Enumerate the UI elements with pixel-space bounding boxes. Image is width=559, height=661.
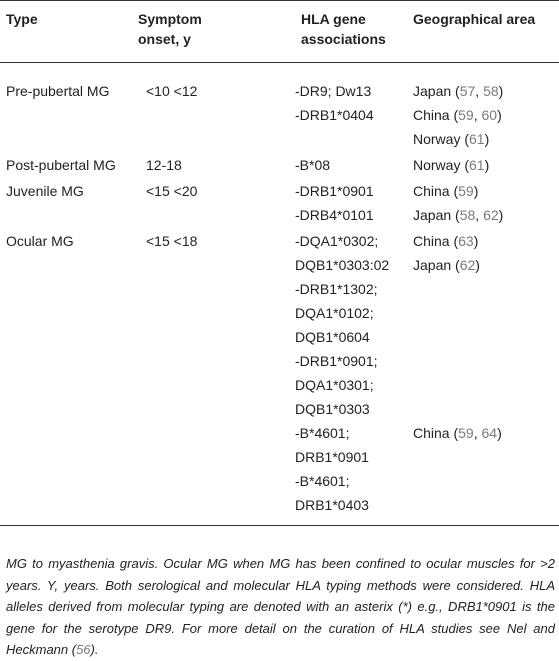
geo-entry: Norway (61) [413, 131, 490, 147]
reference-link[interactable]: 64 [481, 425, 498, 441]
hla-allele: DRB1*0403 [295, 497, 369, 513]
table-row [0, 227, 559, 526]
geo-entry [413, 301, 559, 325]
header-geographical-area: Geographical area [413, 1, 559, 63]
geo-entry: Japan (62) [413, 257, 480, 273]
cell-geographical-area [413, 227, 559, 526]
reference-link[interactable]: 59 [458, 183, 474, 199]
hla-allele: -DRB1*0901 [295, 183, 374, 199]
geo-entry [413, 373, 559, 397]
hla-allele: -DRB1*0901; [295, 353, 378, 369]
table-footnote [6, 553, 555, 661]
table-row [0, 177, 559, 227]
header-hla-gene-associations: HLA gene associations [295, 1, 413, 63]
onset-value: <15 <18 [146, 233, 198, 249]
hla-allele: -DRB1*0404 [295, 107, 374, 123]
cell-geographical-area [413, 151, 559, 177]
cell-type [0, 151, 138, 177]
hla-allele: -B*4601; [295, 425, 350, 441]
geo-entry: China (59) [413, 183, 479, 199]
hla-allele: -DRB4*0101 [295, 207, 374, 223]
type-label: Pre-pubertal MG [6, 83, 110, 99]
cell-symptom-onset [138, 227, 295, 526]
reference-link[interactable]: 61 [469, 131, 485, 147]
cell-geographical-area [413, 177, 559, 227]
hla-allele: DQA1*0301; [295, 377, 374, 393]
cell-symptom-onset [138, 63, 295, 152]
hla-allele: -B*4601; [295, 473, 350, 489]
hla-allele: -DR9; Dw13 [295, 83, 372, 99]
geo-entry [413, 325, 559, 349]
type-label: Post-pubertal MG [6, 157, 116, 173]
reference-link[interactable]: 58 [459, 207, 476, 223]
geo-entry: Japan (57, 58) [413, 83, 504, 99]
cell-geographical-area [413, 63, 559, 152]
geo-entry [413, 277, 559, 301]
hla-allele: DQB1*0604 [295, 329, 370, 345]
hla-allele: DRB1*0901 [295, 449, 369, 465]
hla-allele: -B*08 [295, 157, 331, 173]
reference-link[interactable]: 57 [459, 83, 476, 99]
cell-symptom-onset [138, 151, 295, 177]
cell-type [0, 63, 138, 152]
cell-hla-associations [295, 151, 413, 177]
reference-link[interactable]: 61 [469, 157, 485, 173]
hla-allele: DQB1*0303 [295, 401, 370, 417]
header-type: Type [0, 1, 138, 63]
table-row [0, 151, 559, 177]
geo-entry: China (59, 64) [413, 425, 502, 441]
table-header-row [0, 1, 559, 63]
hla-allele: DQA1*0102; [295, 305, 374, 321]
cell-type [0, 177, 138, 227]
reference-link[interactable]: 59 [458, 425, 474, 441]
type-label: Juvenile MG [6, 183, 84, 199]
geo-entry: China (59, 60) [413, 107, 502, 123]
reference-link[interactable]: 63 [458, 233, 474, 249]
geo-entry [413, 397, 559, 421]
reference-link[interactable]: 59 [458, 107, 474, 123]
table-row [0, 63, 559, 152]
hla-allele: -DRB1*1302; [295, 281, 378, 297]
onset-value: 12-18 [146, 157, 182, 173]
footnote-text: MG to myasthenia gravis. Ocular MG when MG has been confined to ocular muscles for >2 years. Y, years. Both serological and molecular HLA typing methods were considered. HLA alleles derived from molecular typing are denoted with an asterix (*) e.g., DRB1*0901 is the gene for the serotype DR9. For more detail on the curation of HLA studies see Nel and Heckmann ( [6, 556, 555, 657]
cell-hla-associations [295, 227, 413, 526]
footnote-reference[interactable]: 56 [76, 642, 91, 657]
table-body [0, 63, 559, 526]
footnote-text-end: ). [90, 642, 99, 657]
geo-entry: China (63) [413, 233, 479, 249]
cell-hla-associations [295, 177, 413, 227]
reference-link[interactable]: 58 [483, 83, 499, 99]
reference-link[interactable]: 62 [459, 257, 476, 273]
hla-allele: -DQA1*0302; [295, 233, 379, 249]
reference-link[interactable]: 62 [483, 207, 499, 223]
cell-symptom-onset [138, 177, 295, 227]
geo-entry [413, 349, 559, 373]
cell-type [0, 227, 138, 526]
onset-value: <10 <12 [146, 83, 198, 99]
geo-entry: Norway (61) [413, 157, 490, 173]
reference-link[interactable]: 60 [481, 107, 498, 123]
geo-entry: Japan (58, 62) [413, 207, 504, 223]
cell-hla-associations [295, 63, 413, 152]
onset-value: <15 <20 [146, 183, 198, 199]
hla-allele: DQB1*0303:02 [295, 257, 390, 273]
header-symptom-onset: Symptom onset, y [138, 1, 295, 63]
type-label: Ocular MG [6, 233, 74, 249]
